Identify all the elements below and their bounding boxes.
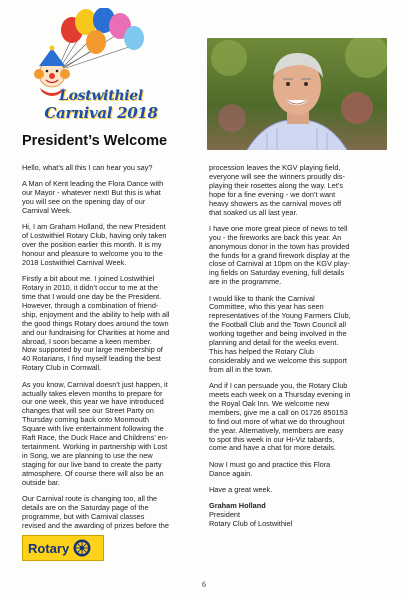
rotary-badge <box>22 535 104 561</box>
paragraph: And if I can persuade you, the Rotary Club meets each week on a Thursday evening in the Royal Oak Inn. We welcome new members, give me a call on 01726 850153 to find out more of what we do throughout the year. Alternatively, members are easy to spot this week in our Hi-Viz tabards, come and have a chat for more details. <box>209 381 351 453</box>
paragraph: Hi, I am Graham Holland, the new President of Lostwithiel Rotary Club, having only taken over the position earlier this month. It is my honour and pleasure to welcome you to the 2018 Lostwithiel Carnival Week. <box>22 222 167 267</box>
paragraph: A Man of Kent leading the Flora Dance with our Mayor - whatever next! But this is what you will see on the opening day of our Carnival Week. <box>22 179 164 216</box>
paragraph: As you know, Carnival doesn’t just happen, it actually takes eleven months to prepare for our one week, this year we have introduced changes that will see our Street Party on Thursday coming back onto Monmouth Square with live entertainment following the Raft Race, the Duck Race and Childrens’ en- tertainment. Working in partnership with Lost in Song, we are planning to use the new staging for our live band to create the party atmosphere. Of course there will also be an outside bar. <box>22 379 169 487</box>
signature-block <box>209 502 384 529</box>
left-column <box>22 164 197 538</box>
rotary-wheel-icon <box>72 538 92 558</box>
logo-text-event: Carnival 2018 <box>44 104 158 122</box>
logo-text-town: Lostwithiel <box>59 88 143 104</box>
signature-name: Graham Holland <box>209 501 266 511</box>
paragraph: Firstly a bit about me. I joined Lostwithiel Rotary in 2010, it didn’t occur to me at the time that I would one day be the President. However, through a combination of friend- ship, enjoyment and the ability to help with all the good things Rotary does around the town and our fundraising for Charities at home and abroad, I soon became a keen member. Now supported by our large membership of 40 Rotarians, I find myself leading the best Rotary Club in Cornwall. <box>22 274 170 373</box>
paragraph: Our Carnival route is changing too, all the details are on the Saturday page of the programme, but with Carnival classes revised and the awarding of prizes before the <box>22 493 169 530</box>
signature-role: President <box>209 510 241 520</box>
paragraph: Have a great week. <box>209 484 273 494</box>
president-portrait-image <box>207 38 387 150</box>
paragraph: I have one more great piece of news to tell you - the fireworks are back this year. An anonymous donor in the town has provided the funds for a grand firework display at the close of Carnival at 10pm on the KGV play- ing fields on Saturday evening, full details are in the programme. <box>209 223 350 287</box>
rotary-logo-text: Rotary <box>28 540 70 556</box>
signature-org: Rotary Club of Lostwithiel <box>209 519 293 529</box>
paragraph: Hello, what’s all this I can hear you say? <box>22 163 153 172</box>
page-title: President’s Welcome <box>22 133 168 149</box>
paragraph: procession leaves the KGV playing field, everyone will see the winners proudly dis- playing their rosettes along the way. Let’s hope for a fine evening - we don’t want heavy showers as the carnival moves off that soaked us all last year. <box>209 163 345 217</box>
paragraph: I would like to thank the Carnival Committee, who this year has seen representatives of the Young Farmers Club, the Football Club and the Town Council all working together and being involved in the planning and detail for the weeks event. This has helped the Rotary Club considerably and we welcome this support from all in the town. <box>209 293 351 374</box>
carnival-logo <box>22 8 182 126</box>
page-number: 6 <box>202 580 206 589</box>
right-column <box>209 164 384 529</box>
paragraph: Now I must go and practice this Flora Dance again. <box>209 459 331 478</box>
president-photo <box>207 38 387 150</box>
